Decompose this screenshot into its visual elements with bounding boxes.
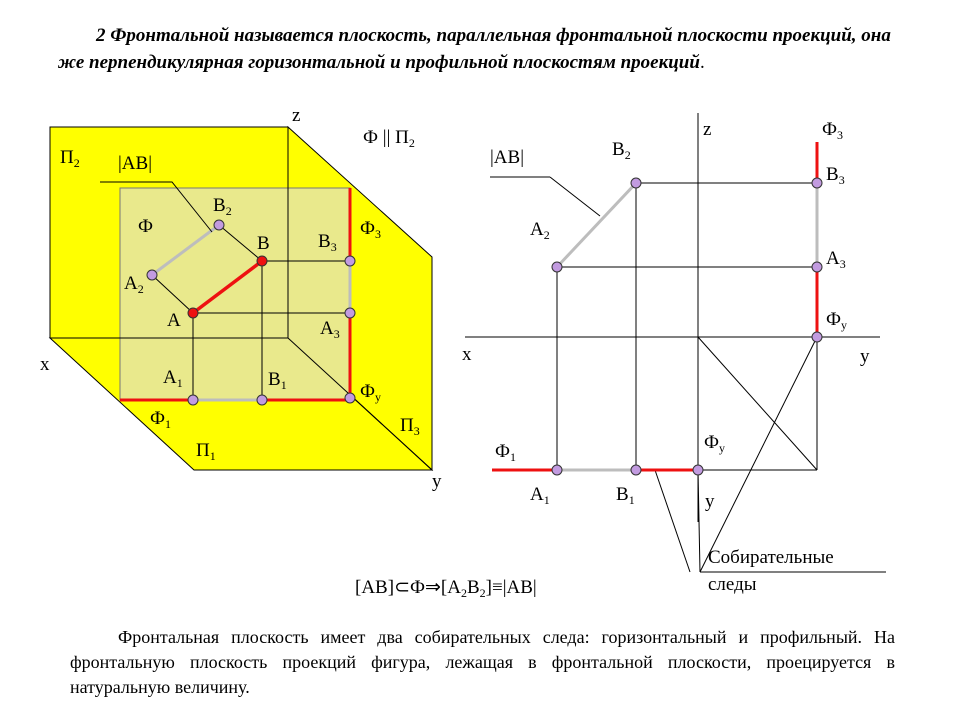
point-a1 xyxy=(188,395,198,405)
traces-leader-3 xyxy=(655,470,690,572)
label-phiy-left: $Ф_y$ xyxy=(360,381,382,404)
label-phi1-right: $Ф_1$ xyxy=(495,441,517,464)
label-z-left: z xyxy=(292,105,301,126)
label-traces-line2: следы xyxy=(708,574,757,595)
point-a2 xyxy=(147,270,157,280)
label-b-left: B xyxy=(257,233,270,254)
point-b xyxy=(257,256,267,266)
label-phiy-right: $Ф_у$ xyxy=(826,309,848,332)
plane-phi xyxy=(120,188,350,400)
label-a3-left: $A_3$ xyxy=(320,318,340,341)
label-b1-left: $B_1$ xyxy=(268,369,287,392)
label-ab-right: |AB| xyxy=(490,147,525,168)
label-phi3-right: $Ф_3$ xyxy=(822,119,844,142)
label-traces-line1: Собирательные xyxy=(708,547,834,568)
point-a2-right xyxy=(552,262,562,272)
label-ab-left: |AB| xyxy=(118,153,153,174)
point-b2-right xyxy=(631,178,641,188)
point-phiy xyxy=(345,393,355,403)
label-pi3: $П_3$ xyxy=(400,415,420,438)
label-y-right: y xyxy=(860,346,870,367)
point-a xyxy=(188,308,198,318)
segment-a2b2-right xyxy=(557,183,636,267)
point-b3-right xyxy=(812,178,822,188)
label-a-left: A xyxy=(167,310,181,331)
label-phi3-left: $Ф_3$ xyxy=(360,218,382,241)
point-phiy-right xyxy=(812,332,822,342)
point-a1-right xyxy=(552,465,562,475)
label-b1-right: $B_1$ xyxy=(616,484,635,507)
label-b2-right: $B_2$ xyxy=(612,139,631,162)
point-phiy-bottom xyxy=(693,465,703,475)
point-b1-right xyxy=(631,465,641,475)
label-x-right: x xyxy=(462,344,472,365)
summary-note: Фронтальная плоскость имеет два собирательных следа: горизонтальный и профильный. На фронтальную плоскость проекций фигура, лежащая в фронтальной плоскости, проецируется в натуральную величину. xyxy=(70,627,895,697)
point-a3 xyxy=(345,308,355,318)
point-b1 xyxy=(257,395,267,405)
label-z-right: z xyxy=(703,119,712,140)
point-a3-right xyxy=(812,262,822,272)
ab-label-leader-right xyxy=(550,177,600,216)
left-3d-view xyxy=(40,105,442,492)
label-y-right-low: y xyxy=(705,491,715,512)
label-b3-left: $B_3$ xyxy=(318,231,337,254)
heading-text: 2 Фронтальной называется плоскость, параллельная фронтальной плоскости проекций, она же перпендикулярная горизонтальной и профильной плоскостям проекций xyxy=(58,25,891,73)
label-parallel: Ф || $П_2$ xyxy=(363,127,415,150)
point-b3 xyxy=(345,256,355,266)
label-pi2: $П_2$ xyxy=(60,147,80,170)
label-y-left: y xyxy=(432,471,442,492)
traces-leader-2 xyxy=(700,337,817,572)
label-phiy-bottom: $Ф_у$ xyxy=(704,432,726,455)
label-a2-left: $A_2$ xyxy=(124,273,144,296)
label-a2-right: $A_2$ xyxy=(530,219,550,242)
label-b3-right: $B_3$ xyxy=(826,164,845,187)
heading-period: . xyxy=(699,52,705,73)
label-b2-left: $B_2$ xyxy=(213,195,232,218)
label-phi-left: Ф xyxy=(138,216,154,237)
point-b2 xyxy=(214,220,224,230)
label-phi1-left: $Ф_1$ xyxy=(150,408,172,431)
label-a1-left: $A_1$ xyxy=(163,367,183,390)
label-a1-right: $A_1$ xyxy=(530,484,550,507)
right-epure xyxy=(462,113,886,595)
label-x-left: x xyxy=(40,354,50,375)
label-a3-right: $A_3$ xyxy=(826,248,846,271)
formula: $[AB]\subset Ф\Rightarrow[A_2B_2]\equiv|AB|$ xyxy=(355,577,537,600)
label-pi1: $П_1$ xyxy=(196,440,216,463)
